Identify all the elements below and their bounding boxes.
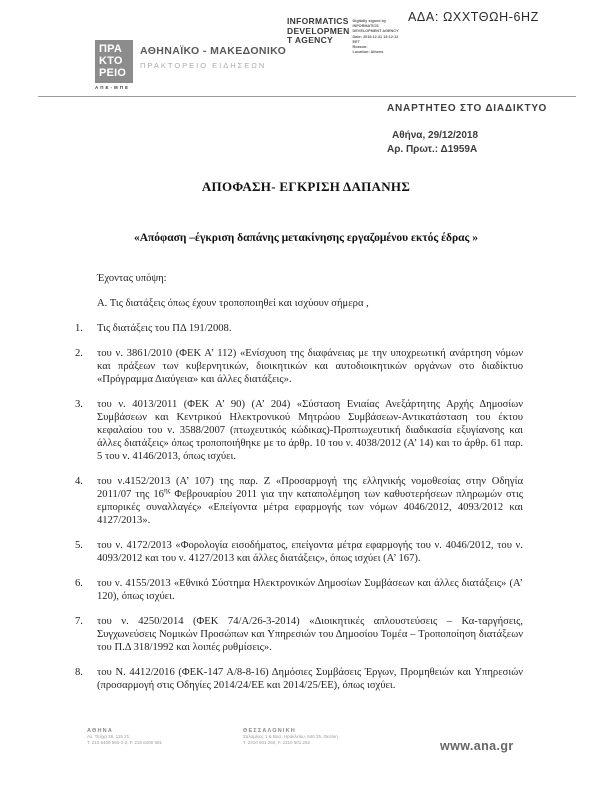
stamp-detail-line: Location: Athens xyxy=(352,50,384,55)
item-text: του ν. 4013/2011 (ΦΕΚ Α’ 90) (Α’ 204) «Σύσταση Ενιαίας Ανεξάρτητης Αρχής Δημοσίων Συμβάσεων και Κεντρικού Ηλεκτρονικού Μητρώου Συμβάσεων-Αντικατάσταση του έκτου κεφαλαίου του ν. 3588/2007 (πτωχευτικός κώδικας)-Προπτωχευτική διαδικασία εξυγίανσης και άλλες διατάξεις» όπως τροποποιήθηκε με το άρθρ. 10 του ν. 4038/2012 (Α’ 14) και το άρθρ. 61 παρ. 5 του ν. 4146/2013, όπως ισχύει. xyxy=(97,399,523,462)
logo-text-line: ΚΤΟ xyxy=(99,55,123,67)
web-posting-label: ΑΝΑΡΤΗΤΕΟ ΣΤΟ ΔΙΑΔΙΚΤΥΟ xyxy=(387,103,548,114)
legal-item-8 xyxy=(75,666,523,692)
intro-line: Έχοντας υπόψη: xyxy=(97,273,167,284)
stamp-agency-line: DEVELOPMEN xyxy=(287,25,350,36)
item-text: του Ν. 4412/2016 (ΦΕΚ-147 Α/8-8-16) Δημόσιες Συμβάσεις Έργων, Προμηθειών και Υπηρεσιών (προσαρμογή στις Οδηγίες 2014/24/ΕΕ και 2014/25/ΕΕ), όπως ισχύει. xyxy=(97,667,523,691)
logo-caption: ΑΠΕ-ΜΠΕ xyxy=(95,85,130,90)
item-number: 5. xyxy=(75,540,83,551)
item-text: του ν. 4155/2013 «Εθνικό Σύστημα Ηλεκτρονικών Δημοσίων Συμβάσεων και άλλες διατάξεις» (Α’ 120), όπως ισχύει. xyxy=(97,578,523,602)
agency-subtitle: ΠΡΑΚΤΟΡΕΙΟ ΕΙΔΗΣΕΩΝ xyxy=(140,61,267,70)
footer-thessaloniki-office xyxy=(243,728,338,746)
logo-text-line: ΠΡΑ xyxy=(99,43,123,55)
legal-item-6 xyxy=(75,577,523,603)
item-number: 7. xyxy=(75,616,83,627)
stamp-detail-line: DEVELOPMENT AGENCY xyxy=(352,29,399,34)
item-number: 1. xyxy=(75,323,83,334)
item-text: του ν. 4250/2014 (ΦΕΚ 74/Α/26-3-2014) «Διοικητικές απλουστεύσεις – Κα-ταργήσεις, Συγχωνεύσεις Νομικών Προσώπων και Υπηρεσιών του Δημοσίου Τομέα – Τροποποίηση διατάξεων του Π.Δ 318/1992 και λοιπές ρυθμίσεις». xyxy=(97,616,523,653)
logo-text-line: ΡΕΙΟ xyxy=(99,67,127,79)
ordinal-superscript: ης xyxy=(163,486,171,495)
office-contact: Τ. 210 6400 560-1-2, F. 210 6400 581 xyxy=(87,740,163,745)
item-text-part: του ν.4152/2013 (Α’ 107) της παρ. Ζ «Προσαρμογή της ελληνικής νομοθεσίας στην Οδηγία 2011/07 της 16 xyxy=(97,476,523,500)
stamp-agency-name xyxy=(287,17,350,55)
agency-name: ΑΘΗΝΑΪΚΟ - ΜΑΚΕΔΟΝΙΚΟ xyxy=(140,45,287,57)
place-date: Αθήνα, 29/12/2018 xyxy=(392,130,479,141)
digital-signature-stamp xyxy=(287,17,403,55)
ada-code: ΑΔΑ: ΩΧΧΤΘΩΗ-6ΗΖ xyxy=(408,10,539,24)
document-body xyxy=(75,272,523,692)
stamp-detail-line: EET xyxy=(352,39,360,44)
legal-item-3 xyxy=(75,398,523,463)
stamp-signature-details xyxy=(353,17,403,55)
office-title: ΘΕΣΣΑΛΟΝΙΚΗ xyxy=(243,728,296,734)
office-address: Σαλαμίνος 1 & Βασ. Ηρακλείου, 546 25, Θεσ/κη xyxy=(243,734,338,739)
document-title: ΑΠΟΦΑΣΗ- ΕΓΚΡΙΣΗ ΔΑΠΑΝΗΣ xyxy=(201,179,411,194)
office-address: Αλ. Τσόχα 36, 115 21 xyxy=(87,734,130,739)
item-number: 6. xyxy=(75,578,83,589)
stamp-detail-line: INFORMATICS xyxy=(352,24,379,29)
stamp-detail-line: Date: 2018.12.31 13:12:12 xyxy=(352,34,399,39)
stamp-agency-line: T AGENCY xyxy=(287,35,334,45)
document-meta xyxy=(387,103,547,155)
item-number: 3. xyxy=(75,399,83,410)
stamp-detail-line: Digitally signed by xyxy=(352,19,387,23)
item-text: Τις διατάξεις του ΠΔ 191/2008. xyxy=(97,323,232,334)
item-text: του ν. 3861/2010 (ΦΕΚ Α’ 112) «Ενίσχυση της διαφάνειας με την υποχρεωτική ανάρτηση νόμων και πράξεων των κυβερνητικών, διοικητικών και αυτοδιοικητικών οργάνων στο διαδίκτυο «Πρόγραμμα Διαύγεια» και άλλες διατάξεις». xyxy=(97,348,523,385)
protocol-number: Αρ. Πρωτ.: Δ1959Α xyxy=(387,144,478,155)
section-a-line: Α. Τις διατάξεις όπως έχουν τροποποιηθεί και ισχύουν σήμερα , xyxy=(97,298,369,309)
stamp-detail-line: Reason: xyxy=(352,45,368,50)
document-subtitle: «Απόφαση –έγκριση δαπάνης μετακίνησης εργαζομένου εκτός έδρας » xyxy=(133,232,479,244)
office-contact: Τ. 2310 501 260, F. 2310 501 262 xyxy=(243,740,311,745)
item-number: 8. xyxy=(75,667,83,678)
legal-item-5 xyxy=(75,539,523,565)
item-text xyxy=(97,475,523,527)
legal-item-7 xyxy=(75,615,523,654)
item-number: 2. xyxy=(75,348,83,359)
item-number: 4. xyxy=(75,476,83,487)
agency-brand xyxy=(140,45,286,70)
legal-item-2 xyxy=(75,347,523,386)
office-title: ΑΘΗΝΑ xyxy=(87,728,114,734)
ana-logo xyxy=(95,40,133,83)
website-url: www.ana.gr xyxy=(440,739,514,753)
legal-item-4 xyxy=(75,475,523,527)
legal-item-1 xyxy=(75,322,523,335)
item-text-part: Φεβρουαρίου 2011 για την καταπολέμηση των καθυστερήσεων πληρωμών στις εμπορικές συναλλαγές» «Επείγοντα μέτρα εφαρμογής των νόμων 4046/2012, 4093/2012 και 4127/2013». xyxy=(97,489,523,526)
footer-athens-office xyxy=(87,728,162,746)
header-divider xyxy=(38,96,576,97)
stamp-agency-line: INFORMATICS xyxy=(287,16,349,26)
item-text: του ν. 4172/2013 «Φορολογία εισοδήματος, επείγοντα μέτρα εφαρμογής του ν. 4046/2012, του ν. 4093/2012 και του ν. 4127/2013 και άλλες διατάξεις», όπως ισχύει (Α’ 167). xyxy=(97,540,523,564)
